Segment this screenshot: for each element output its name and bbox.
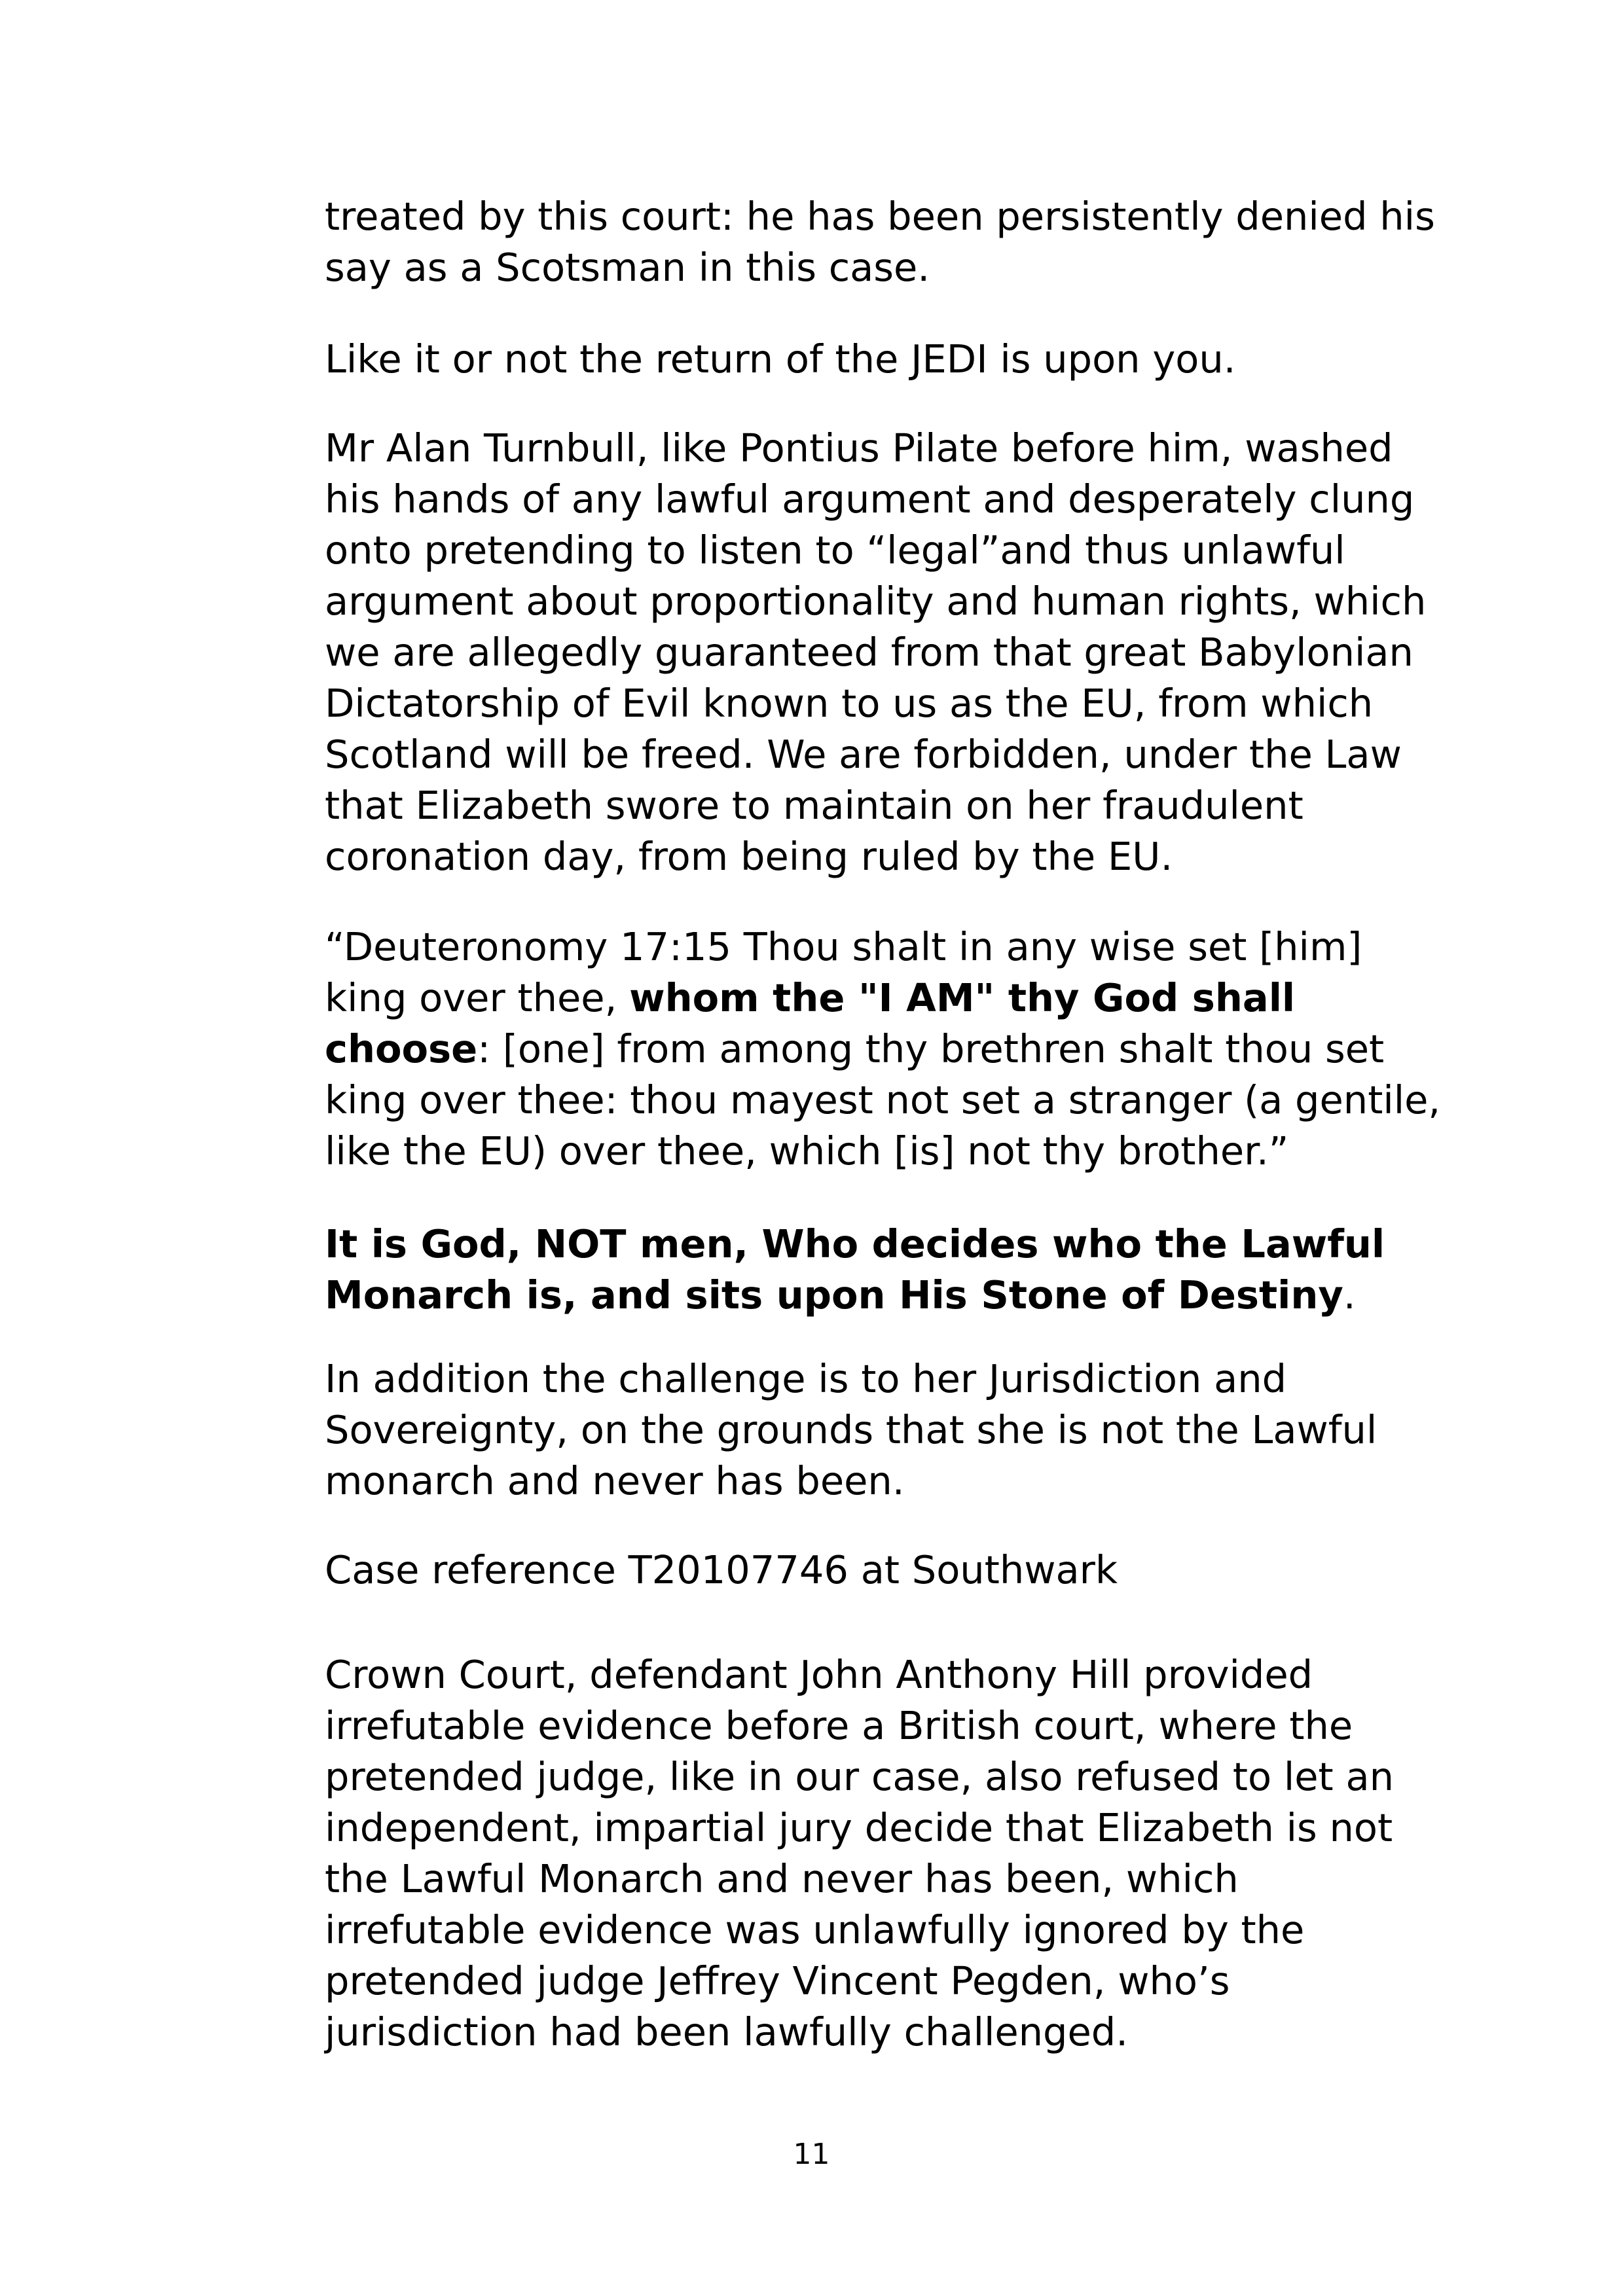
statement-period: . (1343, 1272, 1356, 1318)
paragraph-1 (325, 191, 1451, 293)
bold-statement (325, 1219, 1451, 1321)
paragraph-6 (325, 1354, 1451, 1507)
paragraph-line: say as a Scotsman in this case. (325, 245, 930, 290)
paragraph-line: In addition the challenge is to her Jurisdiction and (325, 1356, 1287, 1401)
paragraph-line: Crown Court, defendant John Anthony Hill provided (325, 1652, 1313, 1697)
paragraph-line: independent, impartial jury decide that Elizabeth is not (325, 1805, 1393, 1850)
quote-text: king over thee, (325, 975, 630, 1020)
quote-line: king over thee: thou mayest not set a stranger (a gentile, (325, 1077, 1441, 1122)
paragraph-line: pretended judge Jeffrey Vincent Pegden, who’s (325, 1958, 1230, 2003)
paragraph-3 (325, 423, 1451, 882)
paragraph-line: pretended judge, like in our case, also refused to let an (325, 1754, 1394, 1799)
paragraph-line: Mr Alan Turnbull, like Pontius Pilate before him, washed (325, 425, 1393, 471)
quote-emphasis: whom the "I AM" thy God shall (629, 975, 1296, 1020)
quote-line (325, 1024, 1451, 1075)
paragraph-line: monarch and never has been. (325, 1458, 905, 1503)
paragraph-line: Sovereignty, on the grounds that she is not the Lawful (325, 1407, 1377, 1452)
quote-emphasis: choose (325, 1026, 478, 1071)
paragraph-8 (325, 1649, 1451, 2058)
paragraph-line: the Lawful Monarch and never has been, which (325, 1856, 1239, 1901)
paragraph-line: coronation day, from being ruled by the EU. (325, 834, 1173, 879)
paragraph-line: we are allegedly guaranteed from that great Babylonian (325, 630, 1413, 675)
quote-line (325, 973, 1451, 1024)
statement-line: It is God, NOT men, Who decides who the Lawful (325, 1221, 1385, 1266)
quote-text: : [one] from among thy brethren shalt thou set (477, 1026, 1385, 1071)
paragraph-line: irrefutable evidence before a British court, where the (325, 1703, 1353, 1748)
paragraph-line: treated by this court: he has been persistently denied his (325, 194, 1435, 239)
paragraph-line: argument about proportionality and human rights, which (325, 579, 1427, 624)
statement-line (325, 1270, 1451, 1321)
quote-line: “Deuteronomy 17:15 Thou shalt in any wise set [him] (325, 924, 1362, 969)
paragraph-line: Case reference T20107746 at Southwark (325, 1547, 1118, 1592)
scripture-quote (325, 922, 1451, 1177)
paragraph-line: that Elizabeth swore to maintain on her fraudulent (325, 783, 1304, 828)
case-reference (325, 1545, 1451, 1596)
quote-line: like the EU) over thee, which [is] not thy brother.” (325, 1128, 1289, 1174)
paragraph-line: Like it or not the return of the JEDI is upon you. (325, 336, 1236, 382)
paragraph-line: Dictatorship of Evil known to us as the EU, from which (325, 681, 1374, 726)
paragraph-line: irrefutable evidence was unlawfully ignored by the (325, 1907, 1305, 1952)
page-number: 11 (793, 2138, 830, 2171)
paragraph-line: jurisdiction had been lawfully challenged. (325, 2009, 1129, 2054)
paragraph-line: his hands of any lawful argument and desperately clung (325, 476, 1415, 522)
paragraph-line: Scotland will be freed. We are forbidden, under the Law (325, 732, 1402, 777)
statement-emphasis: Monarch is, and sits upon His Stone of Destiny (325, 1272, 1343, 1318)
paragraph-line: onto pretending to listen to “legal”and thus unlawful (325, 528, 1345, 573)
paragraph-2 (325, 334, 1451, 385)
